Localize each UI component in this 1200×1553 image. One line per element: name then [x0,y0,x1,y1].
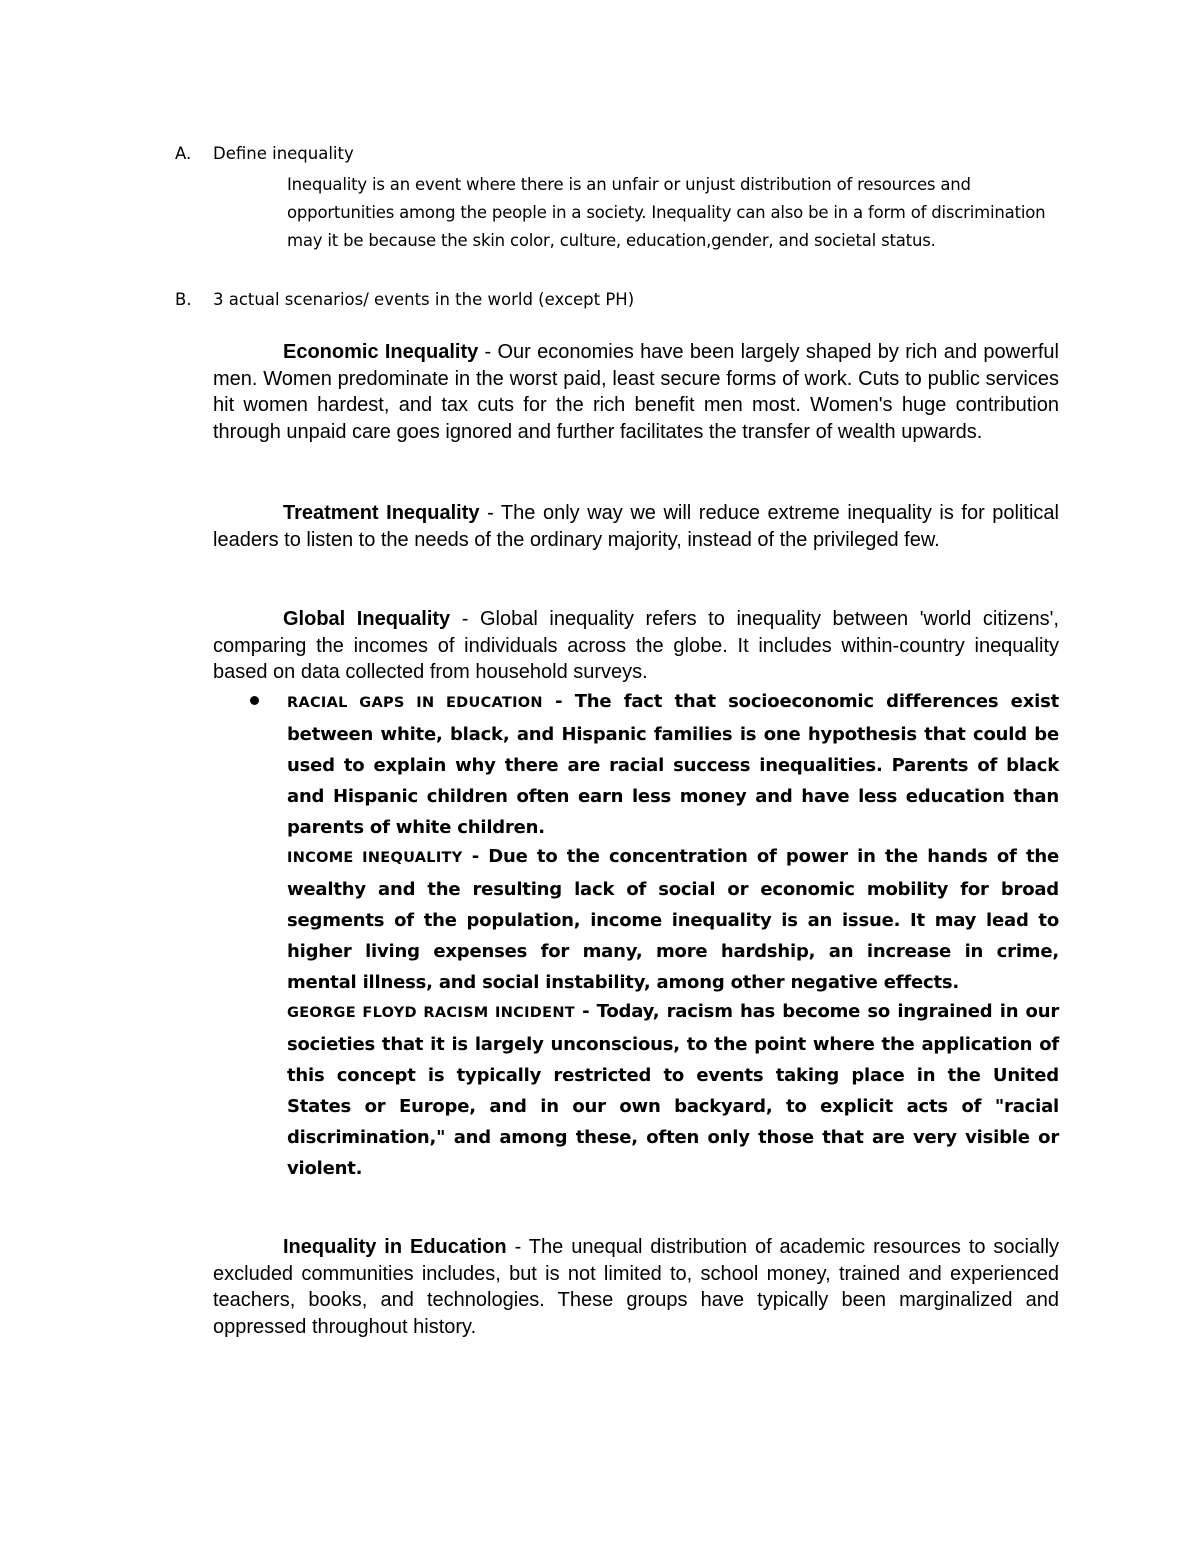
treatment-inequality-paragraph [213,500,1059,553]
bullet-dot [250,696,259,705]
economic-inequality-text: - Our economies have been largely shaped by rich and powerful men. Women predominate in the worst paid, least secure forms of work. Cuts to public services hit women hardest, and tax cuts for the rich benefit men most. Women's huge contribution through unpaid care goes ignored and further facilitates the transfer of wealth upwards. [213,341,1059,443]
section-a-title: Define inequality [213,144,354,163]
income-inequality-text: - Due to the concentration of power in the hands of the wealthy and the resulting lack of social or economic mobility for broad segments of the population, income inequality is an issue. It may lead to higher living expenses for many, more hardship, an increase in crime, mental illness, and social instability, among other negative effects. [287,846,1059,993]
racial-gaps-item [287,686,1059,843]
treatment-inequality-text: - The only way we will reduce extreme inequality is for political leaders to listen to the needs of the ordinary majority, instead of the privileged few. [213,502,1059,551]
education-inequality-text: - The unequal distribution of academic resources to socially excluded communities includes, but is not limited to, school money, trained and experienced teachers, books, and technologies. These groups have typically been marginalized and oppressed throughout history. [213,1236,1060,1338]
george-floyd-heading: GEORGE FLOYD RACISM INCIDENT [287,1005,575,1021]
racial-gaps-heading: RACIAL GAPS IN EDUCATION [287,695,543,711]
section-b-title: 3 actual scenarios/ events in the world (except PH) [213,290,635,309]
income-inequality-heading: INCOME INEQUALITY [287,850,463,866]
list-label-b: B. [175,290,192,309]
global-inequality-text: - Global inequality refers to inequality between 'world citizens', comparing the incomes of individuals across the globe. It includes within-country inequality based on data collected from household surveys. [213,608,1059,683]
economic-inequality-paragraph [213,339,1059,445]
education-inequality-heading: Inequality in Education [283,1236,507,1258]
education-inequality-paragraph [213,1234,1059,1340]
george-floyd-item [287,996,1059,1184]
global-inequality-heading: Global Inequality [283,608,451,630]
inequality-definition: Inequality is an event where there is an unfair or unjust distribution of resources and opportunities among the people in a society. Inequality can also be in a form of discrimination may it be because the skin color, culture, education,gender, and societal status. [287,175,1046,250]
list-label-a: A. [175,144,192,163]
global-inequality-paragraph [213,606,1059,686]
racial-gaps-text: - The fact that socioeconomic differences exist between white, black, and Hispanic families is one hypothesis that could be used to explain why there are racial success inequalities. Parents of black and Hispanic children often earn less money and have less education than parents of white children. [287,691,1059,838]
income-inequality-item [287,841,1059,998]
george-floyd-text: - Today, racism has become so ingrained in our societies that it is largely unconscious, to the point where the application of this concept is typically restricted to events taking place in the United States or Europe, and in our own backyard, to explicit acts of "racial discrimination," and among these, often only those that are very visible or violent. [287,1001,1059,1179]
treatment-inequality-heading: Treatment Inequality [283,502,480,524]
economic-inequality-heading: Economic Inequality [283,341,479,363]
